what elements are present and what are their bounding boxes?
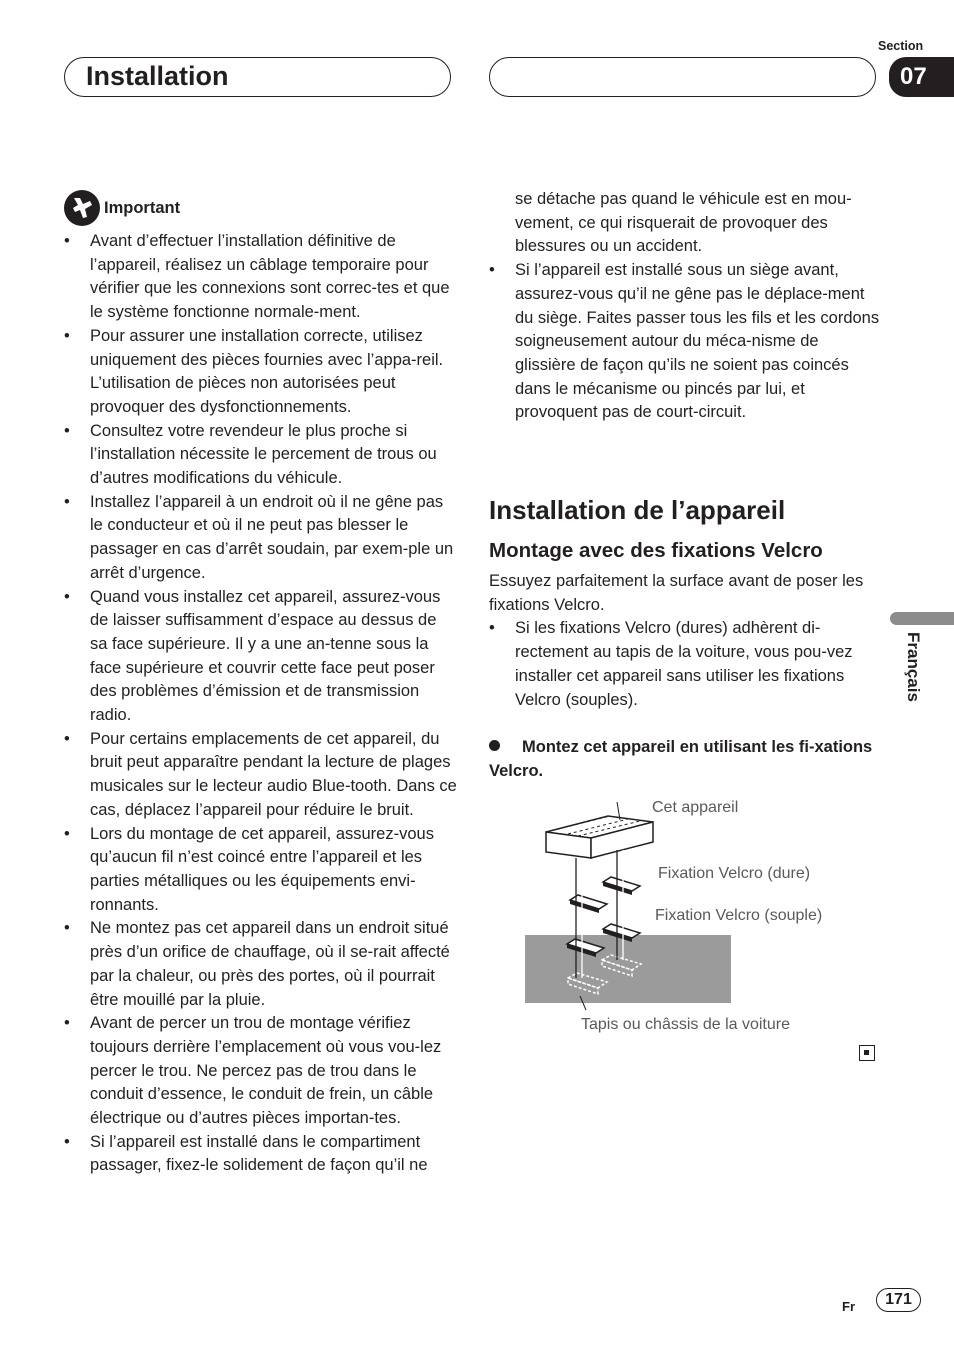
list-item: • Pour certains emplacements de cet appareil, du bruit peut apparaître pendant la lecture de plages musicales sur le lecteur audio Blue-tooth. Dans ce cas, déplacez l’appareil pour réduire le bruit. xyxy=(64,728,458,823)
list-item: • Installez l’appareil à un endroit où il ne gêne pas le conducteur et où il ne peut pas blesser le passager en cas d’arrêt soudain, par exem-ple un arrêt d’urgence. xyxy=(64,491,458,586)
label-soft-velcro: Fixation Velcro (souple) xyxy=(655,907,823,924)
step-instruction xyxy=(489,735,883,783)
important-list-right xyxy=(489,188,883,425)
step-text: Montez cet appareil en utilisant les fi-xations Velcro. xyxy=(489,738,873,780)
language-tab-marker xyxy=(890,612,954,625)
list-item-continuation: se détache pas quand le véhicule est en mou-vement, ce qui risquerait de provoquer des blessures ou un accident. xyxy=(515,190,852,256)
section-label: Section xyxy=(878,39,924,53)
important-list-left xyxy=(64,230,458,1178)
subsection-heading: Montage avec des fixations Velcro xyxy=(489,539,823,562)
list-item: • Avant de percer un trou de montage vérifiez toujours derrière l’emplacement où vous vou-lez percer le trou. Ne percez pas de trou dans le conduit d’essence, le conduit de frein, un câble électrique ou d’autres pièces importan-tes. xyxy=(64,1012,458,1131)
section-heading: Installation de l’appareil xyxy=(489,495,786,525)
important-label: Important xyxy=(104,199,181,217)
step-bullet-icon xyxy=(489,740,500,751)
list-item: • Consultez votre revendeur le plus proche si l’installation nécessite le percement de trous ou d’autres modifications du véhicule. xyxy=(64,420,458,491)
list-item: • Si les fixations Velcro (dures) adhèrent di-rectement au tapis de la voiture, vous pou-vez installer cet appareil sans utiliser les fixations Velcro (souples). xyxy=(489,617,883,712)
intro-paragraph: Essuyez parfaitement la surface avant de poser les fixations Velcro. xyxy=(489,572,864,614)
velcro-mounting-diagram xyxy=(520,792,860,1042)
important-icon xyxy=(64,190,100,226)
velcro-instructions xyxy=(489,570,883,712)
section-number: 07 xyxy=(900,63,927,90)
header-right-frame xyxy=(489,57,876,97)
label-hard-velcro: Fixation Velcro (dure) xyxy=(658,865,811,882)
end-of-section-icon xyxy=(859,1045,875,1061)
list-item: • Ne montez pas cet appareil dans un endroit situé près d’un orifice de chauffage, où il se-rait affecté par la chaleur, ou près des portes, où il pourrait être mouillé par la pluie. xyxy=(64,917,458,1012)
footer-language: Fr xyxy=(842,1299,855,1314)
page-title: Installation xyxy=(86,61,229,91)
list-item: • Si l’appareil est installé sous un siège avant, assurez-vous qu’il ne gêne pas le déplace-ment du siège. Faites passer tous les fils et les cordons soigneusement autour du méca-nisme de glissière de façon qu’ils ne soient pas coincés dans le mécanisme ou pincés par lui, et provoquent pas de court-circuit. xyxy=(489,259,883,425)
label-unit: Cet appareil xyxy=(652,799,739,816)
list-item: • Quand vous installez cet appareil, assurez-vous de laisser suffisamment d’espace au dessus de sa face supérieure. Il y a une an-tenne sous la face supérieure et couvrir cette face peut poser des problèmes d’émission et de transmission radio. xyxy=(64,586,458,728)
language-label: Français xyxy=(904,632,923,702)
list-item: • Avant d’effectuer l’installation définitive de l’appareil, réalisez un câblage temporaire pour vérifier que les connexions sont correc-tes et que le système fonctionne normale-ment. xyxy=(64,230,458,325)
page-number: 171 xyxy=(876,1288,921,1312)
list-item: • Si l’appareil est installé dans le compartiment passager, fixez-le solidement de façon qu’il ne xyxy=(64,1131,458,1178)
list-item: • Pour assurer une installation correcte, utilisez uniquement des pièces fournies avec l’appa-reil. L’utilisation de pièces non autorisées peut provoquer des dysfonctionnements. xyxy=(64,325,458,420)
label-floor: Tapis ou châssis de la voiture xyxy=(581,1016,790,1033)
list-item: • Lors du montage de cet appareil, assurez-vous qu’aucun fil n’est coincé entre l’appareil et les parties métalliques ou les équipements envi-ronnants. xyxy=(64,823,458,918)
